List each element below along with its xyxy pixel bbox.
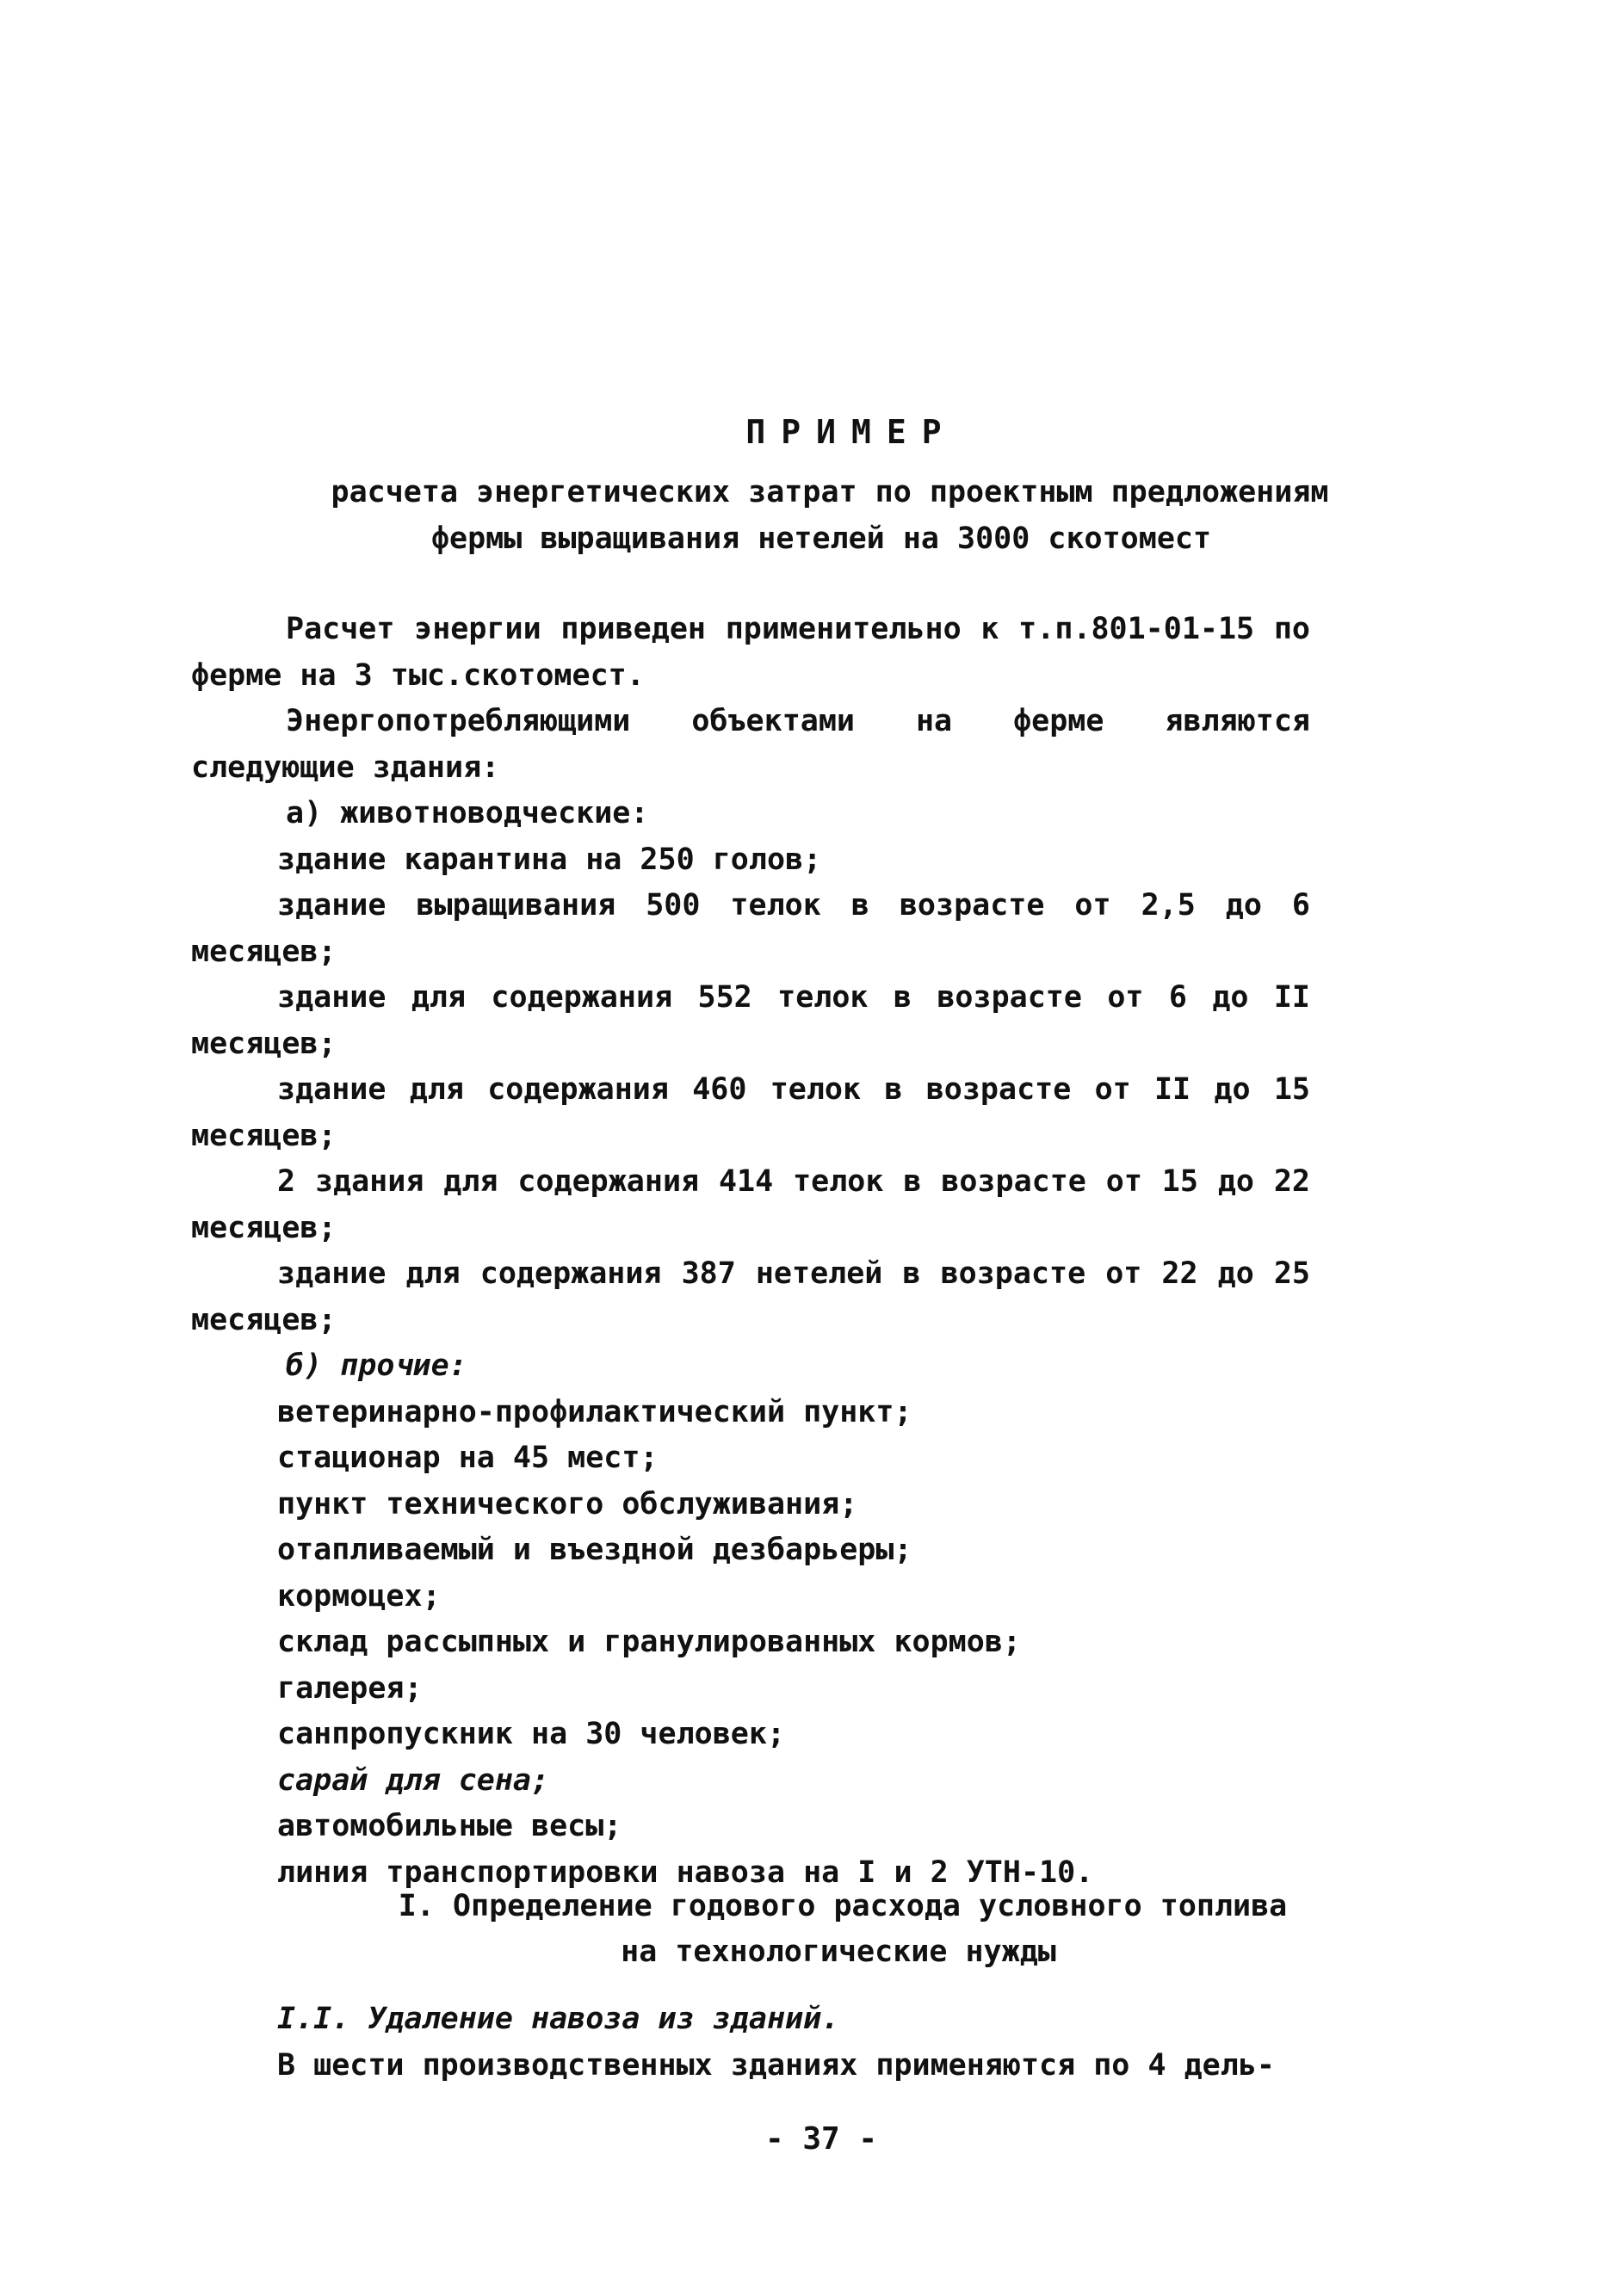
group-a-heading: а) животноводческие: [286,796,649,830]
list-item: галерея; [277,1670,423,1706]
intro-paragraph: Расчет энергии приведен применительно к т.п.801-01-15 по ферме на 3 тыс.скотомест. [191,612,1310,693]
document-subtitle-line2: фермы выращивания нетелей на 3000 скотомест [430,522,1212,556]
consumers-paragraph: Энергопотребляющими объектами на ферме являются следующие здания: [191,704,1310,785]
list-item: здание карантина на 250 голов; [277,842,822,877]
list-item: склад рассыпных и гранулированных кормов; [277,1625,1021,1659]
section-heading-line2: на технологические нужды [621,1935,1056,1969]
group-b-heading: б) прочие: [286,1349,467,1383]
list-item: ветеринарно-профилактический пункт; [277,1394,912,1429]
list-item: отапливаемый и въездной дезбарьеры; [277,1533,912,1567]
list-item: здание для содержания 552 телок в возрасте от 6 до II месяцев; [191,980,1310,1061]
list-item: здание для содержания 460 телок в возрасте от II до 15 месяцев; [191,1072,1310,1153]
list-item: пункт технического обслуживания; [277,1486,858,1521]
list-item: санпропускник на 30 человек; [277,1717,786,1751]
list-item: здание выращивания 500 телок в возрасте от 2,5 до 6 месяцев; [191,888,1310,969]
document-body [191,607,1310,1896]
list-item: кормоцех; [277,1578,441,1614]
list-item: сарай для сена; [277,1762,550,1798]
list-item: автомобильные весы; [277,1809,622,1843]
section-heading-line1: I. Определение годового расхода условного топлива [398,1889,1288,1923]
list-item: линия транспортировки навоза на I и 2 УТН-10. [277,1855,1094,1890]
page-number: - 37 - [764,2121,878,2157]
section-body [277,1997,1310,2089]
list-item: 2 здания для содержания 414 телок в возрасте от 15 до 22 месяцев; [191,1164,1310,1245]
document-title: ПРИМЕР [745,413,957,451]
subsection-heading: I.I. Удаление навоза из зданий. [277,2002,840,2036]
document-subtitle-line1: расчета энергетических затрат по проектным предложениям [331,475,1329,509]
section-paragraph-line: В шести производственных зданиях применяются по 4 дель- [277,2047,1275,2083]
list-item: здание для содержания 387 нетелей в возрасте от 22 до 25 месяцев; [191,1256,1310,1337]
list-item: стационар на 45 мест; [277,1441,659,1475]
